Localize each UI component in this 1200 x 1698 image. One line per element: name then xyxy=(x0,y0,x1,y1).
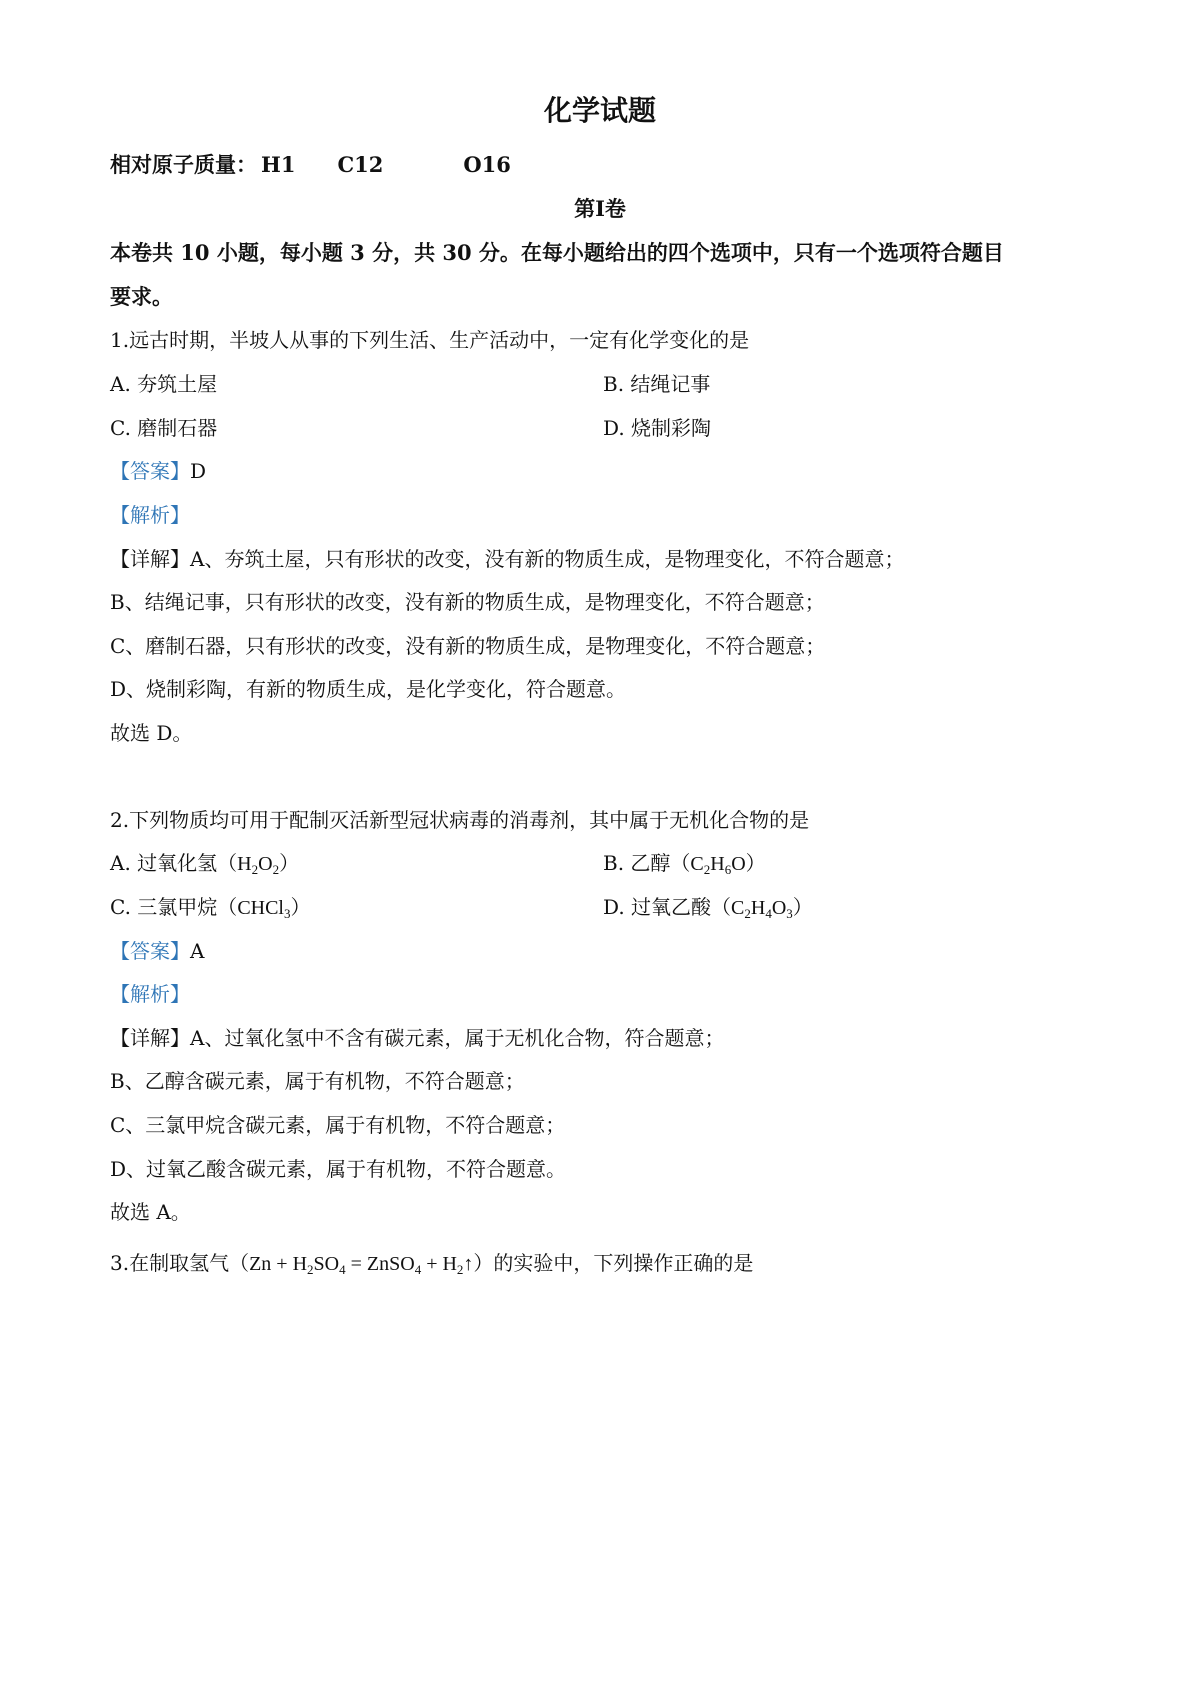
q2-option-b-close: ） xyxy=(745,851,766,875)
q2-option-b-label: B. 乙醇（ xyxy=(603,851,691,875)
q1-answer-line xyxy=(110,458,206,484)
q2-option-a-close: ） xyxy=(279,851,300,875)
q2-formula-h2o2: $H_2O_2$ xyxy=(237,853,280,877)
section-instruction-line1: 本卷共 10 小题，每小题 3 分，共 30 分。在每小题给出的四个选项中，只有一个选项符合题目 xyxy=(110,240,1004,265)
q2-detail-d: D、过氧乙酸含碳元素，属于有机物，不符合题意。 xyxy=(110,1157,567,1181)
section-instruction-line2: 要求。 xyxy=(110,284,173,309)
q2-formula-c2h4o3: $C_2H_4O_3$ xyxy=(731,897,793,921)
q3-stem xyxy=(110,1250,753,1277)
q1-answer-tag: 【答案】 xyxy=(110,459,190,483)
q2-option-c-close: ） xyxy=(290,895,311,919)
q2-answer-value: A xyxy=(190,939,205,963)
q1-option-c: C. 磨制石器 xyxy=(110,416,218,440)
q1-detail-c: C、磨制石器，只有形状的改变，没有新的物质生成，是物理变化，不符合题意； xyxy=(110,634,826,658)
q3-stem-before: 3.在制取氢气（ xyxy=(110,1251,250,1275)
q2-formula-c2h6o: $C_2H_6O$ xyxy=(690,853,746,877)
q2-detail-a: 【详解】A、过氧化氢中不含有碳元素，属于无机化合物，符合题意； xyxy=(110,1026,725,1050)
q2-answer-tag: 【答案】 xyxy=(110,939,190,963)
q1-detail-d: D、烧制彩陶，有新的物质生成，是化学变化，符合题意。 xyxy=(110,677,627,701)
q2-option-d xyxy=(603,894,813,921)
page-title: 化学试题 xyxy=(543,94,656,127)
q2-analysis-tag: 【解析】 xyxy=(110,982,190,1006)
q2-detail-b: B、乙醇含碳元素，属于有机物，不符合题意； xyxy=(110,1069,525,1093)
q2-detail-c: C、三氯甲烷含碳元素，属于有机物，不符合题意； xyxy=(110,1113,566,1137)
atomic-mass-o: O16 xyxy=(463,152,511,177)
q2-stem: 2.下列物质均可用于配制灭活新型冠状病毒的消毒剂，其中属于无机化合物的是 xyxy=(110,808,810,832)
section-heading: 第Ⅰ卷 xyxy=(574,196,626,221)
q1-option-a: A. 夯筑土屋 xyxy=(110,372,218,396)
q2-option-c xyxy=(110,894,311,921)
q1-option-b: B. 结绳记事 xyxy=(603,372,711,396)
q2-option-b xyxy=(603,850,766,877)
q2-conclusion: 故选 A。 xyxy=(110,1200,191,1224)
q1-detail-a: 【详解】A、夯筑土屋，只有形状的改变，没有新的物质生成，是物理变化，不符合题意； xyxy=(110,547,905,571)
q1-conclusion: 故选 D。 xyxy=(110,721,193,745)
atomic-mass-label: 相对原子质量： xyxy=(110,152,257,177)
q2-formula-chcl3: CHCl$_3$ xyxy=(237,897,291,921)
q2-answer-line xyxy=(110,938,204,964)
q3-stem-after: ）的实验中，下列操作正确的是 xyxy=(473,1251,754,1275)
atomic-mass-c: C12 xyxy=(337,152,384,177)
q1-answer-value: D xyxy=(190,459,207,483)
q1-analysis-tag: 【解析】 xyxy=(110,503,190,527)
q1-option-d: D. 烧制彩陶 xyxy=(603,416,712,440)
q2-option-a-label: A. 过氧化氢（ xyxy=(110,851,238,875)
q2-option-c-label: C. 三氯甲烷（ xyxy=(110,895,238,919)
q2-option-d-label: D. 过氧乙酸（ xyxy=(603,895,732,919)
q2-option-d-close: ） xyxy=(792,895,813,919)
atomic-mass-line xyxy=(110,152,511,178)
q1-stem: 1.远古时期，半坡人从事的下列生活、生产活动中，一定有化学变化的是 xyxy=(110,328,750,352)
q1-detail-b: B、结绳记事，只有形状的改变，没有新的物质生成，是物理变化，不符合题意； xyxy=(110,590,825,614)
q3-reaction-equation: $Zn + H_2SO_4$ = ZnSO$_4$ + $H_2↑$ xyxy=(249,1253,474,1277)
atomic-mass-h: H1 xyxy=(261,152,296,177)
q2-option-a xyxy=(110,850,299,877)
